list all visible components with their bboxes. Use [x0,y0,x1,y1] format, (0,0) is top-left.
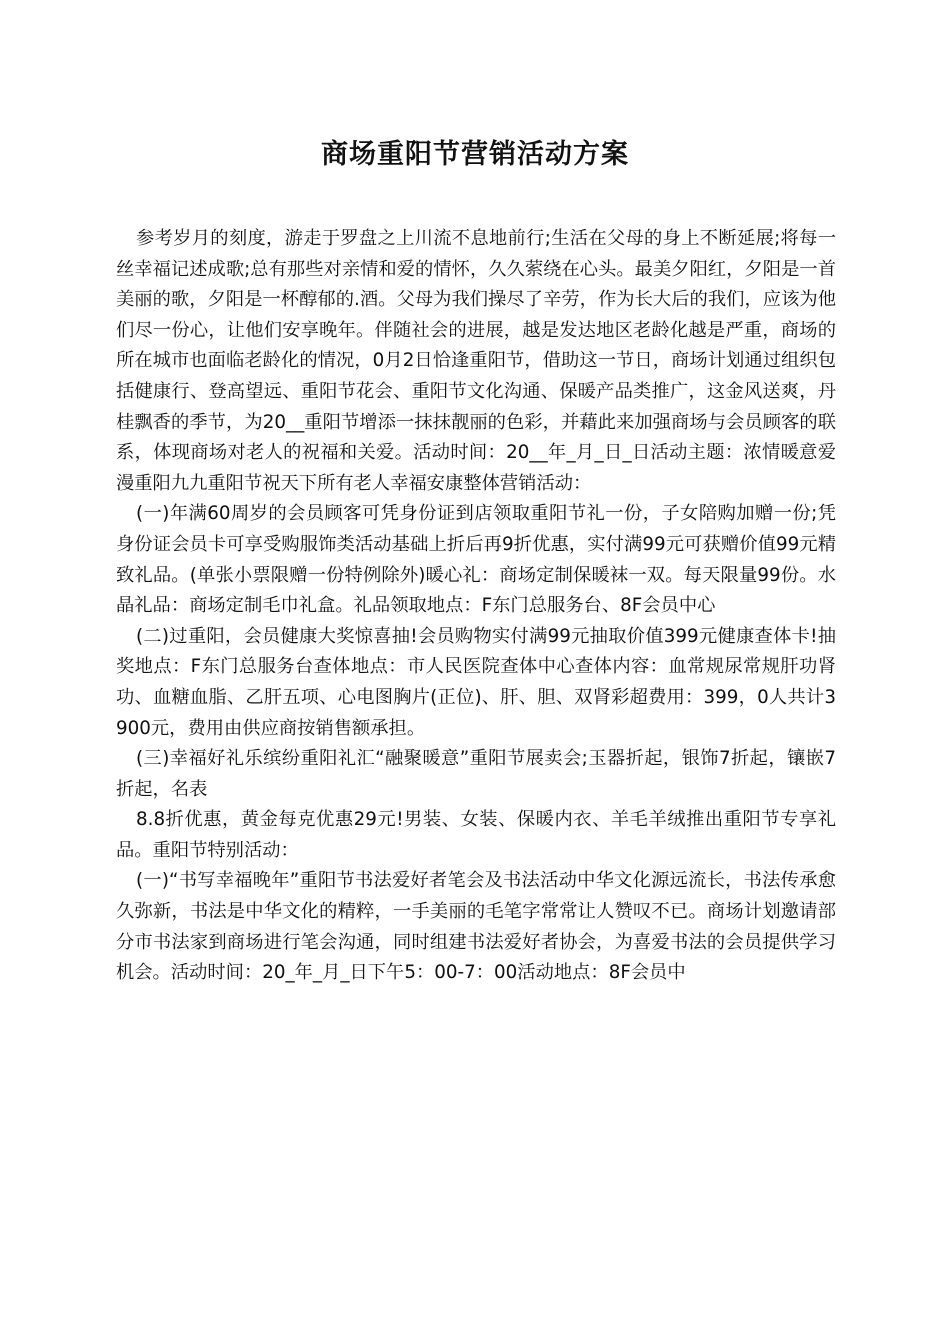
paragraph-item-3: (三)幸福好礼乐缤纷重阳礼汇“融聚暖意”重阳节展卖会;玉器折起，银饰7折起，镶嵌7折起，名表 [116,748,836,800]
paragraph-intro: 参考岁月的刻度，游走于罗盘之上川流不息地前行;生活在父母的身上不断延展;将每一丝幸福记述成歌;总有那些对亲情和爱的情怀，久久萦绕在心头。最美夕阳红，夕阳是一首美丽的歌，夕阳是一杯醇郁的.酒。父母为我们操尽了辛劳，作为长大后的我们，应该为他们尽一份心，让他们安享晚年。伴随社会的进展，越是发达地区老龄化越是严重，商场的所在城市也面临老龄化的情况，0月2日恰逢重阳节，借助这一节日，商场计划通过组织包括健康行、登高望远、重阳节花会、重阳节文化沟通、保暖产品类推广，这金风送爽，丹桂飘香的季节，为20__重阳节增添一抹抹靓丽的色彩，并藉此来加强商场与会员顾客的联系，体现商场对老人的祝福和关爱。活动时间：20__年_月_日_日活动主题：浓情暖意爱漫重阳九九重阳节祝天下所有老人幸福安康整体营销活动： [116,228,836,494]
paragraph-item-2: (二)过重阳，会员健康大奖惊喜抽!会员购物实付满99元抽取价值399元健康查体卡!抽奖地点：F东门总服务台查体地点：市人民医院查体中心查体内容：血常规尿常规肝功肾功、血糖血脂、乙肝五项、心电图胸片(正位)、肝、胆、双肾彩超费用：399，0人共计3900元，费用由供应商按销售额承担。 [116,625,836,739]
paragraph-special-1: (一)“书写幸福晚年”重阳节书法爱好者笔会及书法活动中华文化源远流长，书法传承愈久弥新，书法是中华文化的精粹，一手美丽的毛笔字常常让人赞叹不已。商场计划邀请部分市书法家到商场进行笔会沟通，同时组建书法爱好者协会，为喜爱书法的会员提供学习机会。活动时间：20_年_月_日下午5：00-7：00活动地点：8F会员中 [116,870,836,984]
paragraph-item-1: (一)年满60周岁的会员顾客可凭身份证到店领取重阳节礼一份，子女陪购加赠一份;凭身份证会员卡可享受购服饰类活动基础上折后再9折优惠，实付满99元可获赠价值99元精致礼品。(单张小票限赠一份特例除外)暖心礼：商场定制保暖袜一双。每天限量99份。水晶礼品：商场定制毛巾礼盒。礼品领取地点：F东门总服务台、8F会员中心 [116,503,836,617]
document-title: 商场重阳节营销活动方案 [321,139,629,170]
document-body [116,224,836,989]
paragraph-item-3-cont: 8.8折优惠，黄金每克优惠29元!男装、女装、保暖内衣、羊毛羊绒推出重阳节专享礼品。重阳节特别活动： [116,809,836,861]
